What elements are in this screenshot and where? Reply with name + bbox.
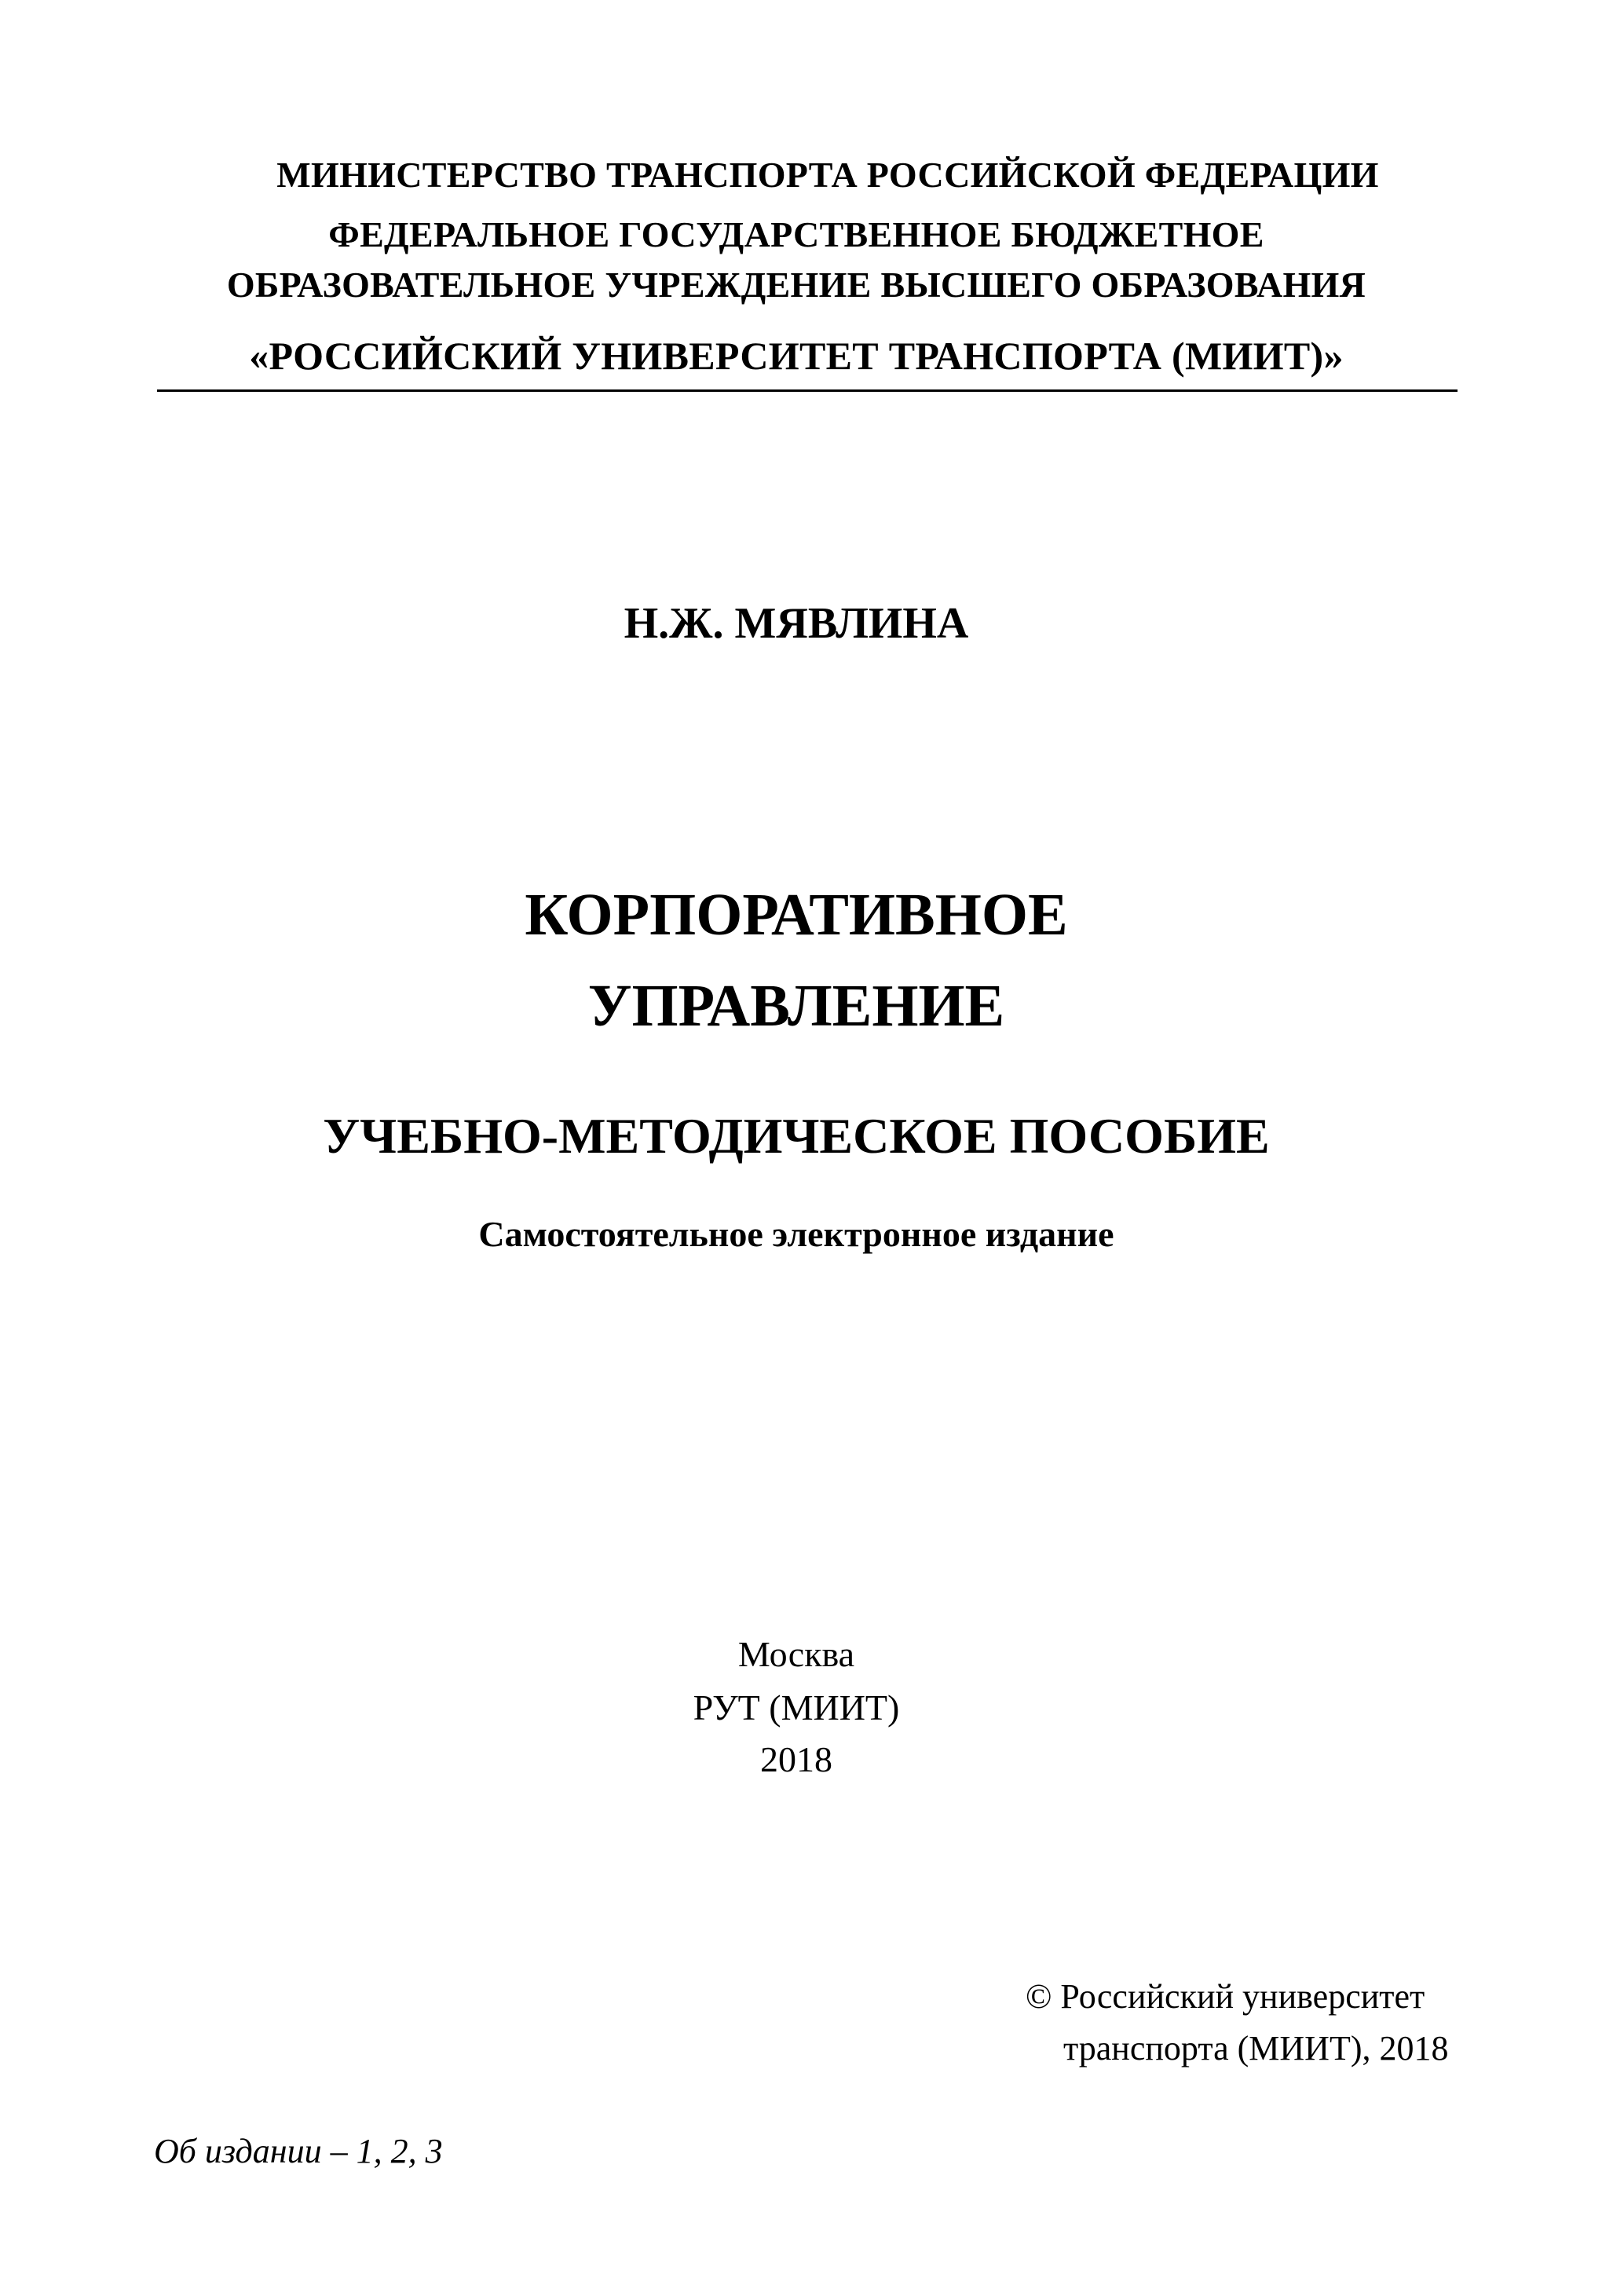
book-title-line2: УПРАВЛЕНИЕ xyxy=(587,973,1005,1039)
institution-type-line1: ФЕДЕРАЛЬНОЕ ГОСУДАРСТВЕННОЕ БЮДЖЕТНОЕ xyxy=(328,214,1264,254)
book-title-line1: КОРПОРАТИВНОЕ xyxy=(525,882,1068,948)
header-divider xyxy=(157,389,1458,392)
imprint-publisher: РУТ (МИИТ) xyxy=(693,1687,900,1727)
copyright-line1: © Российский университет xyxy=(1026,1977,1425,2016)
publication-type: УЧЕБНО-МЕТОДИЧЕСКОЕ ПОСОБИЕ xyxy=(323,1108,1270,1164)
ministry-heading: МИНИСТЕРСТВО ТРАНСПОРТА РОССИЙСКОЙ ФЕДЕРАЦИИ xyxy=(276,155,1379,195)
author-name: Н.Ж. МЯВЛИНА xyxy=(624,599,969,648)
about-edition-link[interactable]: Об издании – 1, 2, 3 xyxy=(154,2132,443,2170)
imprint-year: 2018 xyxy=(760,1739,832,1779)
imprint-city: Москва xyxy=(737,1634,855,1674)
copyright-notice xyxy=(1026,1971,1449,2075)
copyright-line2: транспорта (МИИТ), 2018 xyxy=(1063,2029,1449,2067)
institution-type-line2: ОБРАЗОВАТЕЛЬНОЕ УЧРЕЖДЕНИЕ ВЫСШЕГО ОБРАЗОВАНИЯ xyxy=(226,265,1366,305)
edition-type: Самостоятельное электронное издание xyxy=(478,1214,1114,1254)
university-name: «РОССИЙСКИЙ УНИВЕРСИТЕТ ТРАНСПОРТА (МИИТ)» xyxy=(249,334,1344,378)
